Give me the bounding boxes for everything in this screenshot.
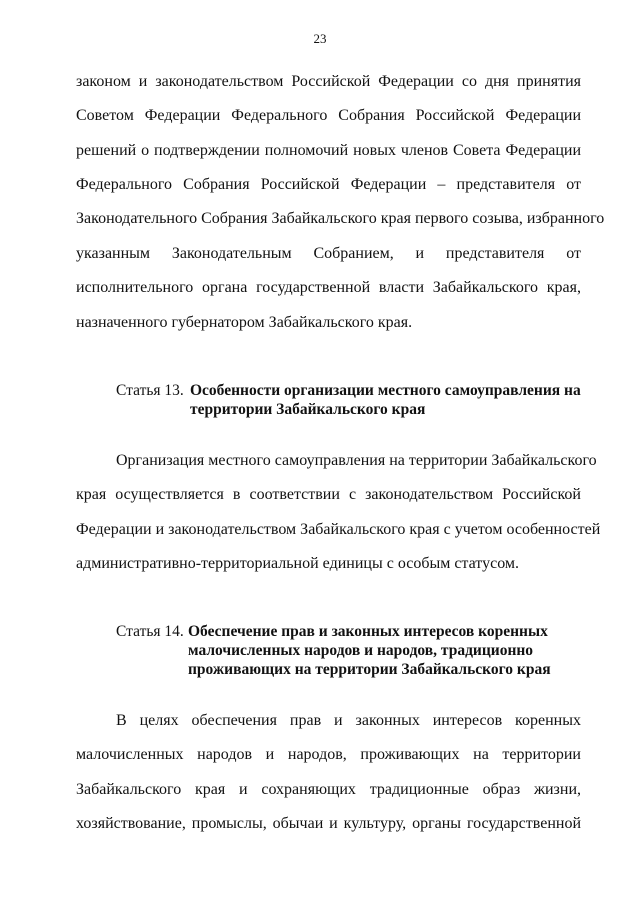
article-13-label: Статья 13. (116, 382, 184, 399)
text-line: В целях обеспечения прав и законных интересов коренных (116, 712, 581, 729)
page-number: 23 (313, 31, 327, 46)
article-13-title-cont: территории Забайкальского края (190, 401, 426, 418)
article-14-title: Обеспечение прав и законных интересов коренных (188, 623, 548, 640)
article-14-label: Статья 14. (116, 623, 184, 640)
article-14-title-cont: проживающих на территории Забайкальского края (188, 661, 551, 678)
text-line: Федерации и законодательством Забайкальского края с учетом особенностей (76, 521, 601, 538)
article-14-title-cont: малочисленных народов и народов, традиционно (188, 642, 534, 659)
text-line: назначенного губернатором Забайкальского края. (76, 314, 413, 331)
article-13-title: Особенности организации местного самоуправления на (190, 382, 581, 399)
text-line: Забайкальского края и сохраняющих традиционные образ жизни, (76, 781, 581, 798)
text-line: Организация местного самоуправления на территории Забайкальского (116, 452, 597, 469)
article-13-heading (116, 381, 586, 421)
text-line: малочисленных народов и народов, проживающих на территории (76, 746, 581, 763)
text-line: исполнительного органа государственной власти Забайкальского края, (76, 279, 581, 296)
text-line: Законодательного Собрания Забайкальского края первого созыва, избранного (76, 210, 605, 227)
text-line: хозяйствование, промыслы, обычаи и культуру, органы государственной (76, 815, 581, 832)
text-line: административно-территориальной единицы с особым статусом. (76, 555, 520, 572)
text-line: указанным Законодательным Собранием, и представителя от (76, 245, 581, 262)
text-line: Федерального Собрания Российской Федерации – представителя от (76, 176, 581, 193)
text-line: края осуществляется в соответствии с законодательством Российской (76, 486, 581, 503)
text-line: законом и законодательством Российской Федерации со дня принятия (76, 73, 581, 90)
text-line: решений о подтверждении полномочий новых членов Совета Федерации (76, 142, 581, 159)
text-line: Советом Федерации Федерального Собрания Российской Федерации (76, 107, 581, 124)
article-14-heading (116, 622, 586, 682)
